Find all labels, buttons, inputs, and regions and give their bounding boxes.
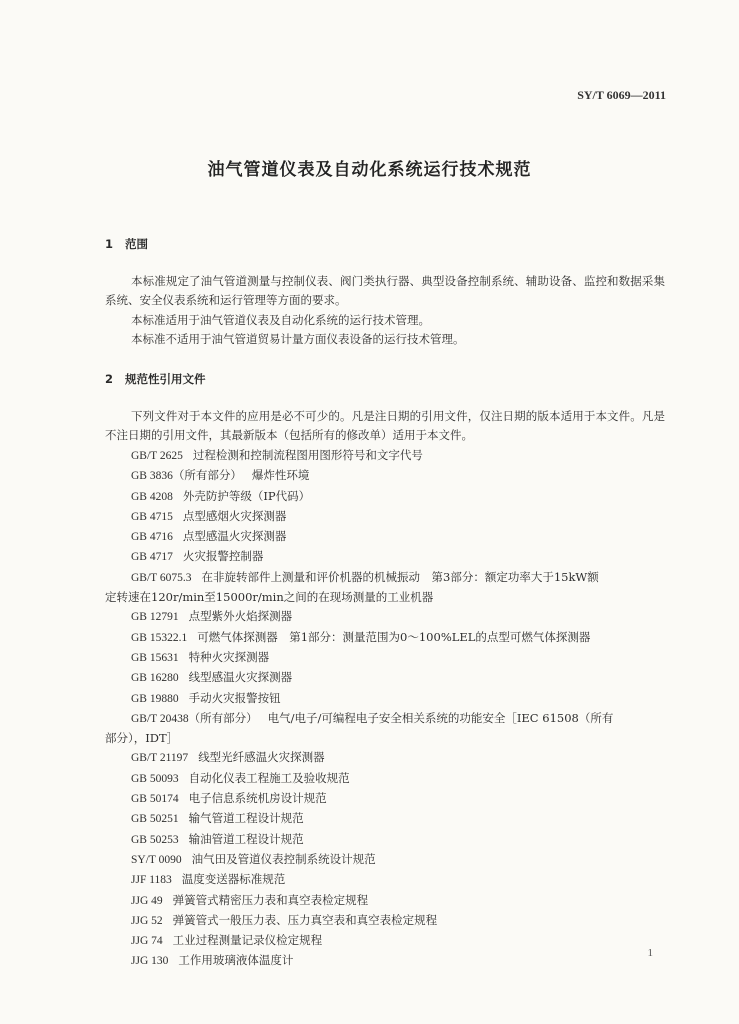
- document-title: 油气管道仪表及自动化系统运行技术规范: [207, 160, 532, 180]
- reference-code: GB 4717: [131, 551, 173, 564]
- reference-title: 点型感烟火灾探测器: [182, 508, 287, 523]
- section-heading-references: [105, 371, 206, 387]
- reference-code: GB/T 20438（所有部分）: [131, 712, 258, 725]
- reference-title: 输气管道工程设计规范: [188, 811, 304, 826]
- scope-paragraph-1: 本标准规定了油气管道测量与控制仪表、阀门类执行器、典型设备控制系统、辅助设备、监控和数据采集系统、安全仪表系统和运行管理等方面的要求。: [105, 274, 665, 307]
- reference-title: 外壳防护等级（IP代码）: [182, 488, 311, 503]
- reference-code: GB 4716: [131, 531, 173, 544]
- reference-item: [105, 648, 665, 668]
- section-number: 2: [105, 372, 114, 386]
- reference-item: [105, 951, 665, 971]
- references-intro: 下列文件对于本文件的应用是必不可少的。凡是注日期的引用文件，仅注日期的版本适用于本文件。凡是不注日期的引用文件，其最新版本（包括所有的修改单）适用于本文件。: [105, 409, 665, 442]
- reference-title: 爆炸性环境: [251, 468, 310, 483]
- reference-title: 手动火灾报警按钮: [188, 690, 281, 705]
- reference-title-continued: 定转速在120r/min至15000r/min之间的在现场测量的工业机器: [105, 590, 434, 605]
- reference-code: JJG 52: [131, 914, 163, 927]
- reference-item: [105, 911, 665, 931]
- reference-title: 线型感温火灾探测器: [188, 670, 293, 685]
- page-number: 1: [647, 947, 653, 959]
- scope-paragraph-3: 本标准不适用于油气管道贸易计量方面仪表设备的运行技术管理。: [131, 332, 465, 346]
- reference-item: [105, 931, 665, 951]
- reference-code: GB 16280: [131, 672, 179, 685]
- reference-item: [105, 607, 665, 627]
- reference-code: GB 50174: [131, 793, 179, 806]
- reference-item: [105, 527, 665, 547]
- reference-item: [105, 628, 665, 648]
- reference-item: [105, 689, 665, 709]
- reference-title: 工作用玻璃液体温度计: [178, 953, 294, 968]
- reference-code: GB 50253: [131, 833, 179, 846]
- reference-code: GB 50093: [131, 772, 179, 785]
- reference-item: [105, 809, 665, 829]
- reference-title: 在非旋转部件上测量和评价机器的机械振动 第3部分：额定功率大于15kW额: [201, 569, 599, 584]
- reference-code: JJG 49: [131, 894, 163, 907]
- reference-code: GB/T 21197: [131, 752, 189, 765]
- reference-title-continued: 部分），IDT］: [105, 731, 179, 746]
- reference-item: [105, 748, 665, 768]
- reference-code: GB 4715: [131, 510, 173, 523]
- reference-code: JJG 74: [131, 935, 163, 948]
- section-heading-scope: [105, 236, 148, 252]
- reference-item: [105, 850, 665, 870]
- reference-code: GB 4208: [131, 490, 173, 503]
- reference-title: 点型感温火灾探测器: [182, 529, 287, 544]
- reference-code: GB 3836（所有部分）: [131, 470, 242, 483]
- reference-item: [105, 547, 665, 567]
- reference-item: [105, 709, 665, 749]
- reference-item: [105, 507, 665, 527]
- section-title: 规范性引用文件: [125, 372, 206, 386]
- reference-title: 弹簧管式精密压力表和真空表检定规程: [172, 892, 369, 907]
- reference-code: GB 15631: [131, 651, 179, 664]
- reference-item: [105, 466, 665, 486]
- reference-title: 火灾报警控制器: [182, 549, 264, 564]
- reference-code: GB 19880: [131, 692, 179, 705]
- reference-title: 温度变送器标准规范: [181, 872, 286, 887]
- reference-title: 线型光纤感温火灾探测器: [198, 750, 325, 765]
- reference-code: JJF 1183: [131, 874, 172, 887]
- reference-title: 可燃气体探测器 第1部分：测量范围为0～100%LEL的点型可燃气体探测器: [197, 629, 591, 644]
- reference-title: 油气田及管道仪表控制系统设计规范: [191, 851, 376, 866]
- reference-code: SY/T 0090: [131, 853, 182, 866]
- reference-title: 点型紫外火焰探测器: [188, 609, 293, 624]
- reference-item: [105, 789, 665, 809]
- reference-title: 特种火灾探测器: [188, 649, 270, 664]
- reference-code: GB 50251: [131, 813, 179, 826]
- reference-item: [105, 668, 665, 688]
- section-title: 范围: [125, 237, 148, 251]
- reference-item: [105, 568, 665, 608]
- reference-code: GB 12791: [131, 611, 179, 624]
- reference-item: [105, 830, 665, 850]
- reference-title: 电气/电子/可编程电子安全相关系统的功能安全［IEC 61508（所有: [267, 710, 614, 725]
- reference-item: [105, 870, 665, 890]
- reference-item: [105, 446, 665, 466]
- standard-code: SY/T 6069—2011: [577, 88, 666, 102]
- reference-list: [105, 446, 665, 972]
- reference-item: [105, 891, 665, 911]
- reference-title: 过程检测和控制流程图用图形符号和文字代号: [192, 448, 423, 462]
- reference-title: 弹簧管式一般压力表、压力真空表和真空表检定规程: [172, 912, 438, 927]
- reference-code: GB 15322.1: [131, 631, 188, 644]
- section-number: 1: [105, 237, 114, 251]
- reference-title: 电子信息系统机房设计规范: [188, 791, 327, 806]
- reference-title: 自动化仪表工程施工及验收规范: [188, 770, 350, 785]
- reference-code: GB/T 6075.3: [131, 571, 192, 584]
- reference-code: JJG 130: [131, 955, 169, 968]
- scope-paragraph-2: 本标准适用于油气管道仪表及自动化系统的运行技术管理。: [131, 313, 430, 327]
- reference-item: [105, 487, 665, 507]
- reference-code: GB/T 2625: [131, 450, 183, 462]
- reference-item: [105, 769, 665, 789]
- reference-title: 输油管道工程设计规范: [188, 831, 304, 846]
- reference-title: 工业过程测量记录仪检定规程: [172, 933, 323, 948]
